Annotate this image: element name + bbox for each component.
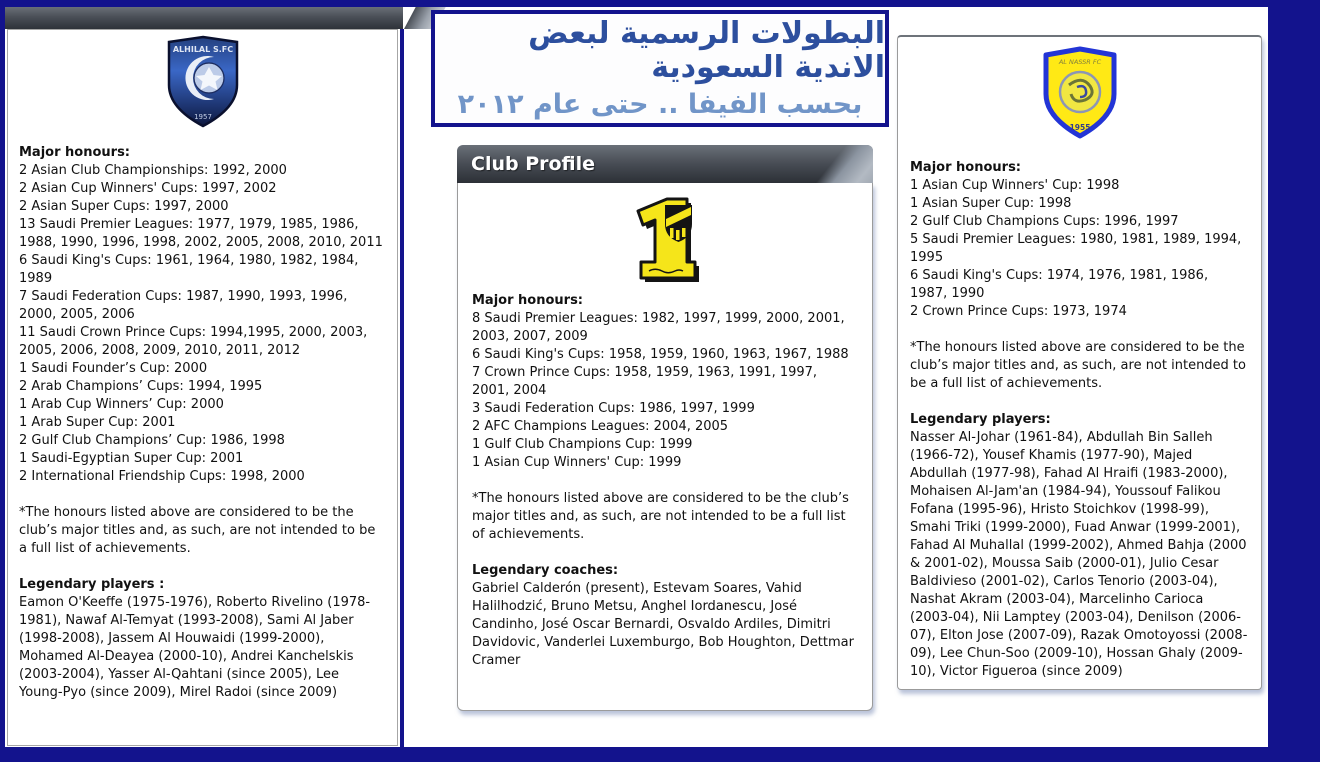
club-profile-header-label: Club Profile — [471, 153, 596, 175]
honours-note: *The honours listed above are considered to be the club’s major titles and, as such, are not intended to be a full list of achievements. — [910, 340, 1246, 391]
honour-item: 8 Saudi Premier Leagues: 1982, 1997, 1999, 2000, 2001, 2003, 2007, 2009 — [472, 311, 845, 344]
players-title: Legendary players : — [19, 577, 165, 592]
club-profile-body — [457, 183, 873, 711]
honours-title: Major honours: — [910, 160, 1022, 175]
honour-item: 6 Saudi King's Cups: 1961, 1964, 1980, 1982, 1984, 1989 — [19, 253, 359, 286]
honour-item: 2 Asian Super Cups: 1997, 2000 — [19, 199, 229, 214]
honour-item: 1 Saudi Founder’s Cup: 2000 — [19, 361, 208, 376]
honour-item: 6 Saudi King's Cups: 1974, 1976, 1981, 1986, 1987, 1990 — [910, 268, 1209, 301]
al-nassr-panel — [897, 35, 1262, 690]
honour-item: 5 Saudi Premier Leagues: 1980, 1981, 1989, 1994, 1995 — [910, 232, 1242, 265]
al-hilal-crest-name: ALHILAL S.FC — [172, 45, 233, 54]
coaches-title: Legendary coaches: — [472, 563, 619, 578]
honour-item: 2 Crown Prince Cups: 1973, 1974 — [910, 304, 1127, 319]
honours-title: Major honours: — [472, 293, 584, 308]
honour-item: 7 Saudi Federation Cups: 1987, 1990, 1993, 1996, 2000, 2005, 2006 — [19, 289, 348, 322]
frame-right-border — [1268, 0, 1320, 762]
honour-item: 1 Gulf Club Champions Cup: 1999 — [472, 437, 693, 452]
al-nassr-crest-name: AL NASSR FC — [1058, 58, 1101, 66]
page-title-line1: البطولات الرسمية لبعض الاندية السعودية — [528, 15, 885, 86]
al-hilal-panel — [7, 29, 398, 746]
al-hilal-crest-year: 1957 — [193, 113, 212, 121]
honour-item: 2 Asian Club Championships: 1992, 2000 — [19, 163, 287, 178]
al-ittihad-text — [458, 292, 872, 670]
al-ittihad-logo-icon — [458, 194, 872, 292]
club-profile-panel — [457, 145, 873, 711]
frame-bottom-border — [0, 747, 1320, 762]
honour-item: 2 International Friendship Cups: 1998, 2000 — [19, 469, 305, 484]
honour-item: 2 Gulf Club Champions Cups: 1996, 1997 — [910, 214, 1179, 229]
al-hilal-text — [8, 144, 397, 702]
honour-item: 7 Crown Prince Cups: 1958, 1959, 1963, 1991, 1997, 2001, 2004 — [472, 365, 818, 398]
honour-item: 1 Asian Cup Winners' Cup: 1998 — [910, 178, 1120, 193]
club-profile-header — [457, 145, 873, 183]
honours-title: Major honours: — [19, 145, 131, 160]
al-nassr-crest-year: 1955 — [1069, 123, 1090, 132]
honours-list — [910, 177, 1249, 321]
frame-left-border — [0, 0, 5, 762]
honour-item: 1 Saudi-Egyptian Super Cup: 2001 — [19, 451, 244, 466]
page-title-line2: بحسب الفيفا .. حتى عام ٢٠١٢ — [457, 88, 863, 120]
coaches-text: Gabriel Calderón (present), Estevam Soares, Vahid Halilhodzić, Bruno Metsu, Anghel Iordanescu, José Candinho, José Oscar Bernardi, Osvaldo Ardiles, Dimitri Davidovic, Vanderlei Luxemburgo, Bob Houghton, Dettmar Cramer — [472, 581, 854, 668]
players-text: Nasser Al-Johar (1961-84), Abdullah Bin Salleh (1966-72), Yousef Khamis (1977-90), Majed Abdullah (1977-98), Fahad Al Hraifi (1983-2000), Mohaisen Al-Jam'an (1984-94), Youssouf Falikou Fofana (1995-96), Hristo Stoichkov (1998-99), Smahi Triki (1999-2000), Fuad Anwar (1999-2001), Fahad Al Muhallal (1999-2002), Ahmed Bahja (2000 & 2001-02), Moussa Saib (2000-01), Julio Cesar Baldivieso (2001-02), Carlos Tenorio (2003-04), Nashat Akram (2003-04), Marcelinho Carioca (2003-04), Nii Lamptey (2003-04), Denilson (2006-07), Elton Jose (2007-09), Razak Omotoyossi (2008-09), Lee Chun-Soo (2009-10), Hossan Ghaly (2009-10), Victor Figueroa (since 2009) — [910, 430, 1248, 679]
honours-note: *The honours listed above are considered to be the club’s major titles and, as such, are not intended to be a full list of achievements. — [472, 491, 849, 542]
header-swoosh-decoration — [805, 145, 873, 183]
honour-item: 1 Arab Super Cup: 2001 — [19, 415, 176, 430]
honour-item: 2 AFC Champions Leagues: 2004, 2005 — [472, 419, 729, 434]
top-gradient-bar — [5, 7, 403, 29]
honour-item: 13 Saudi Premier Leagues: 1977, 1979, 1985, 1986, 1988, 1990, 1996, 1998, 2002, 2005, 2008, 2010, 2011 — [19, 217, 383, 250]
honour-item: 1 Arab Cup Winners’ Cup: 2000 — [19, 397, 224, 412]
honours-list — [472, 310, 858, 472]
page-title-box — [431, 10, 889, 127]
honour-item: 11 Saudi Crown Prince Cups: 1994,1995, 2000, 2003, 2005, 2006, 2008, 2009, 2010, 2011, 2012 — [19, 325, 368, 358]
al-nassr-crest-icon — [898, 46, 1261, 146]
honour-item: 1 Asian Super Cup: 1998 — [910, 196, 1072, 211]
al-hilal-crest-icon — [8, 35, 397, 131]
honour-item: 1 Asian Cup Winners' Cup: 1999 — [472, 455, 682, 470]
players-title: Legendary players: — [910, 412, 1051, 427]
players-text: Eamon O'Keeffe (1975-1976), Roberto Rivelino (1978-1981), Nawaf Al-Temyat (1993-2008), Sami Al Jaber (1998-2008), Jassem Al Houwaidi (1999-2000), Mohamed Al-Deayea (2000-10), Andrei Kanchelskis (2003-2004), Yasser Al-Qahtani (since 2005), Lee Young-Pyo (since 2009), Mirel Radoi (since 2009) — [19, 595, 371, 700]
honour-item: 2 Gulf Club Champions’ Cup: 1986, 1998 — [19, 433, 285, 448]
honour-item: 6 Saudi King's Cups: 1958, 1959, 1960, 1963, 1967, 1988 — [472, 347, 849, 362]
honours-list — [19, 162, 386, 486]
column-separator-line — [400, 29, 404, 747]
frame-top-border — [0, 0, 1320, 7]
al-nassr-text — [898, 159, 1261, 681]
honour-item: 2 Arab Champions’ Cups: 1994, 1995 — [19, 379, 263, 394]
honour-item: 2 Asian Cup Winners' Cups: 1997, 2002 — [19, 181, 277, 196]
honour-item: 3 Saudi Federation Cups: 1986, 1997, 1999 — [472, 401, 755, 416]
honours-note: *The honours listed above are considered to be the club’s major titles and, as such, are not intended to be a full list of achievements. — [19, 505, 376, 556]
